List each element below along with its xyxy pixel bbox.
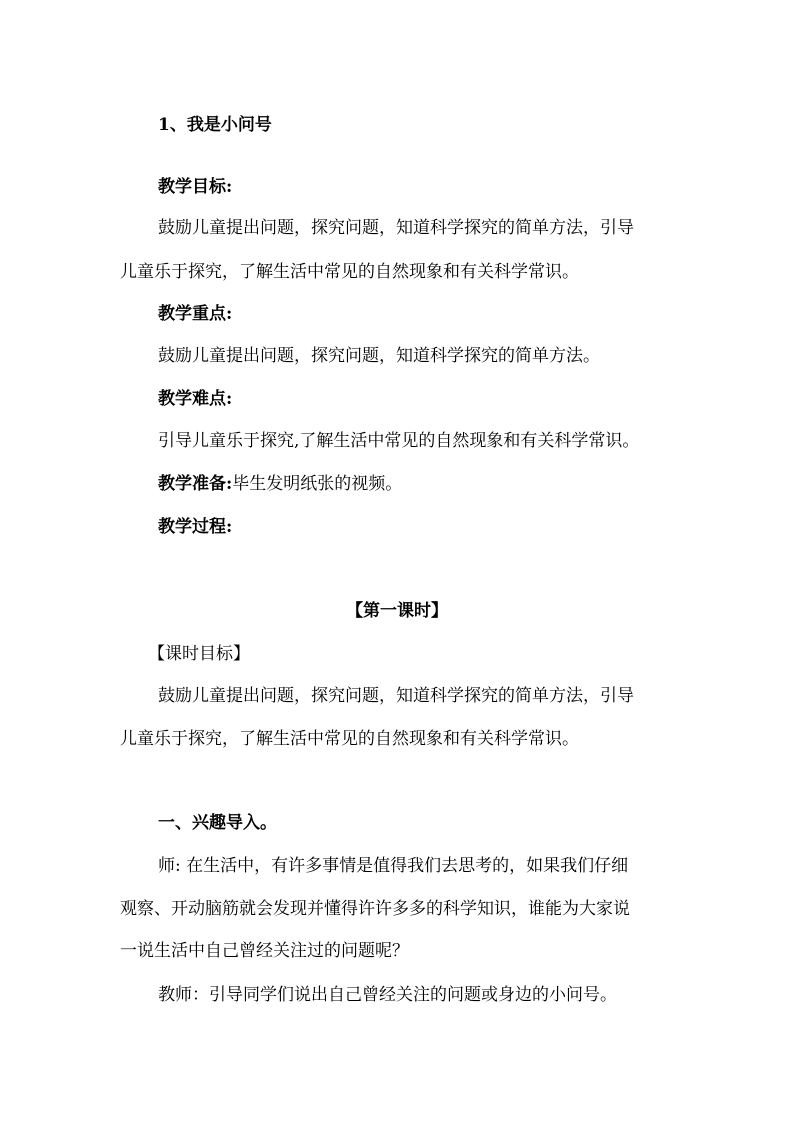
teacher-guidance: 教师：引导同学们说出自己曾经关注的问题或身边的小问号。 <box>158 985 617 1005</box>
key-points-heading: 教学重点: <box>158 304 233 324</box>
goals-text-line-1: 鼓励儿童提出问题，探究问题，知道科学探究的简单方法，引导 <box>158 218 634 238</box>
lesson-goal-text-line-2: 儿童乐于探究，了解生活中常见的自然现象和有关科学常识。 <box>120 729 579 749</box>
preparation-line <box>158 474 402 494</box>
teacher-dialogue-line-2: 观察、开动脑筋就会发现并懂得许许多多的科学知识，谁能为大家说 <box>120 899 630 919</box>
preparation-text: 毕生发明纸张的视频。 <box>232 474 403 494</box>
process-heading: 教学过程: <box>158 517 233 537</box>
difficult-points-heading: 教学难点: <box>158 389 233 409</box>
section-1-heading: 一、兴趣导入。 <box>158 813 277 833</box>
teacher-dialogue-line-1: 师: 在生活中，有许多事情是值得我们去思考的，如果我们仔细 <box>158 856 629 876</box>
lesson-goal-heading: 【课时目标】 <box>148 644 250 664</box>
teacher-dialogue-line-3: 一说生活中自己曾经关注过的问题呢？ <box>120 941 409 961</box>
key-points-text: 鼓励儿童提出问题，探究问题，知道科学探究的简单方法。 <box>158 346 600 366</box>
lesson-heading: 【第一课时】 <box>346 601 448 621</box>
goals-text-line-2: 儿童乐于探究，了解生活中常见的自然现象和有关科学常识。 <box>120 262 579 282</box>
goals-heading: 教学目标: <box>158 177 233 197</box>
difficult-points-text: 引导儿童乐于探究,了解生活中常见的自然现象和有关科学常识。 <box>158 431 640 451</box>
preparation-heading: 教学准备: <box>158 474 233 494</box>
lesson-goal-text-line-1: 鼓励儿童提出问题，探究问题，知道科学探究的简单方法，引导 <box>158 686 634 706</box>
document-title: 1、我是小问号 <box>158 115 272 135</box>
